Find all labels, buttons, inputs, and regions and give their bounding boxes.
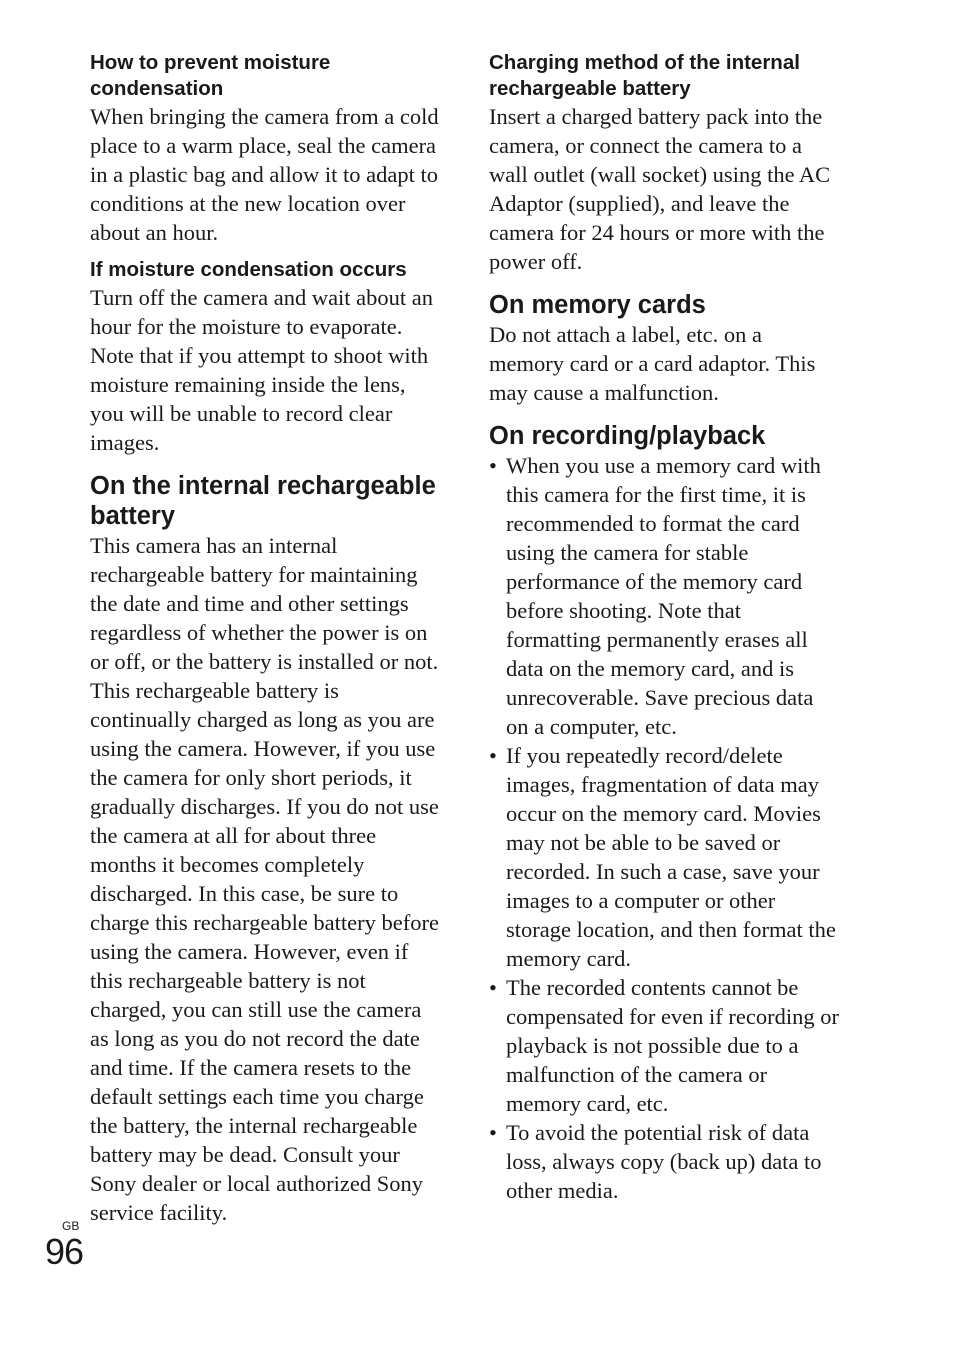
- list-item: • To avoid the potential risk of data loss, always copy (back up) data to other media.: [489, 1118, 841, 1205]
- page-number: 96: [45, 1231, 84, 1272]
- list-item: • When you use a memory card with this camera for the first time, it is recommended to format the card using the camera for stable performance of the memory card before shooting. Note that formatting permanently erases all data on the memory card, and is unrecoverable. Save precious data on a computer, etc.: [489, 451, 841, 741]
- moisture-prevention-heading: How to prevent moisture condensation: [90, 51, 331, 100]
- internal-battery-heading: On the internal rechargeable battery: [90, 472, 436, 530]
- recording-playback-heading: On recording/playback: [489, 422, 766, 450]
- list-item: • If you repeatedly record/delete images, fragmentation of data may occur on the memory card. Movies may not be able to be saved or recorded. In such a case, save your images to a computer or other storage location, and then format the memory card.: [489, 741, 841, 973]
- recording-playback-list: [489, 451, 841, 1205]
- moisture-occurs-text: Turn off the camera and wait about an hour for the moisture to evaporate. Note that if you attempt to shoot with moisture remaining inside the lens, you will be unable to record clear images.: [90, 285, 434, 455]
- memory-cards-heading: On memory cards: [489, 291, 706, 319]
- charging-method-text: Insert a charged battery pack into the camera, or connect the camera to a wall outlet (wall socket) using the AC Adaptor (supplied), and leave the camera for 24 hours or more with the power off.: [489, 104, 831, 274]
- right-column: [489, 50, 841, 1205]
- list-item: • The recorded contents cannot be compensated for even if recording or playback is not possible due to a malfunction of the camera or memory card, etc.: [489, 973, 841, 1118]
- moisture-occurs-heading: If moisture condensation occurs: [90, 258, 407, 281]
- left-column: [90, 50, 442, 1227]
- memory-cards-text: Do not attach a label, etc. on a memory card or a card adaptor. This may cause a malfunction.: [489, 322, 816, 405]
- moisture-prevention-text: When bringing the camera from a cold place to a warm place, seal the camera in a plastic bag and allow it to adapt to conditions at the new location over about an hour.: [90, 104, 439, 245]
- internal-battery-text: This camera has an internal rechargeable battery for maintaining the date and time and other settings regardless of whether the power is on or off, or the battery is installed or not. This rechargeable battery is continually charged as long as you are using the camera. However, if you use the camera for only short periods, it gradually discharges. If you do not use the camera at all for about three months it becomes completely discharged. In this case, be sure to charge this rechargeable battery before using the camera. However, even if this rechargeable battery is not charged, you can still use the camera as long as you do not record the date and time. If the camera resets to the default settings each time you charge the battery, the internal rechargeable battery may be dead. Consult your Sony dealer or local authorized Sony service facility.: [90, 533, 439, 1225]
- region-code: GB: [62, 1219, 80, 1233]
- charging-method-heading: Charging method of the internal rechargeable battery: [489, 51, 800, 100]
